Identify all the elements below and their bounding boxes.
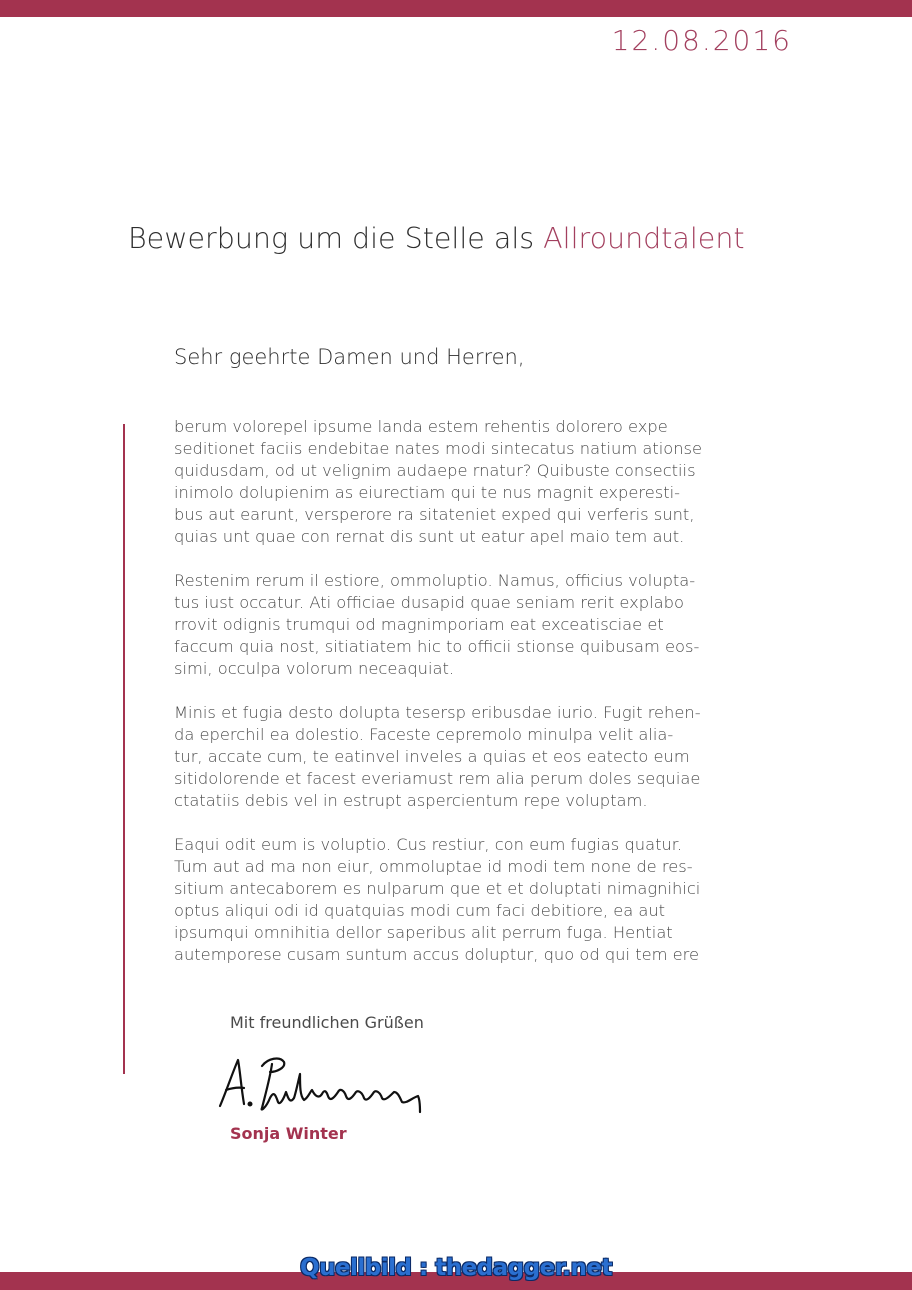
body-line: seditionet faciis endebitae nates modi sintecatus natium ationse [174,439,703,458]
body-line: quidusdam, od ut velignim audaepe rnatur? Quibuste consectiis [174,461,696,480]
salutation: Sehr geehrte Damen und Herren, [174,345,525,369]
body-line: ctatatiis debis vel in estrupt aspercientum repe voluptam. [174,791,648,810]
body-line: rrovit odignis trumqui od magnimporiam eat exceatisciae et [174,615,664,634]
body-line: ipsumqui omnihitia dellor saperibus alit perrum fuga. Hentiat [174,923,673,942]
body-paragraph [174,834,774,966]
body-line: tus iust occatur. Ati officiae dusapid quae seniam rerit explabo [174,593,684,612]
body-line: optus aliqui odi id quatquias modi cum faci debitiore, ea aut [174,901,666,920]
body-paragraph [174,416,774,548]
source-watermark: Quellbild : thedagger.net [300,1255,612,1281]
sender-name: Sonja Winter [230,1124,347,1143]
body-paragraph [174,570,774,680]
body-line: Eaqui odit eum is voluptio. Cus restiur, con eum fugias quatur. [174,835,683,854]
body-line: Restenim rerum il estiore, ommoluptio. Namus, officius volupta- [174,571,696,590]
letter-body [174,416,774,988]
body-line: Minis et fugia desto dolupta tesersp eribusdae iurio. Fugit rehen- [174,703,701,722]
subject-prefix: Bewerbung um die Stelle als [128,222,544,255]
body-line: sitidolorende et facest everiamust rem alia perum doles sequiae [174,769,701,788]
body-line: tur, accate cum, te eatinvel inveles a quias et eos eatecto eum [174,747,690,766]
body-line: bus aut earunt, versperore ra sitateniet exped qui verferis sunt, [174,505,695,524]
body-line: da eperchil ea dolestio. Faceste cepremolo minulpa velit alia- [174,725,674,744]
body-line: sitium antecaborem es nulparum que et et doluptati nimagnihici [174,879,701,898]
body-line: quias unt quae con rernat dis sunt ut eatur apel maio tem aut. [174,527,685,546]
letter-date: 12.08.2016 [611,24,792,57]
handwritten-signature-icon [214,1052,434,1120]
letter-subject [128,222,745,255]
body-paragraph [174,702,774,812]
body-line: faccum quia nost, sitiatiatem hic to officii stionse quibusam eos- [174,637,700,656]
side-accent-rule [123,424,125,1074]
body-line: Tum aut ad ma non eiur, ommoluptae id modi tem none de res- [174,857,693,876]
closing-phrase: Mit freundlichen Grüßen [230,1013,424,1032]
body-line: simi, occulpa volorum neceaquiat. [174,659,455,678]
body-line: berum volorepel ipsume landa estem rehentis dolorero expe [174,417,668,436]
body-line: inimolo dolupienim as eiurectiam qui te nus magnit experesti- [174,483,681,502]
body-line: autemporese cusam suntum accus doluptur, quo od qui tem ere [174,945,699,964]
top-accent-bar [0,0,912,17]
subject-position: Allroundtalent [543,222,745,255]
